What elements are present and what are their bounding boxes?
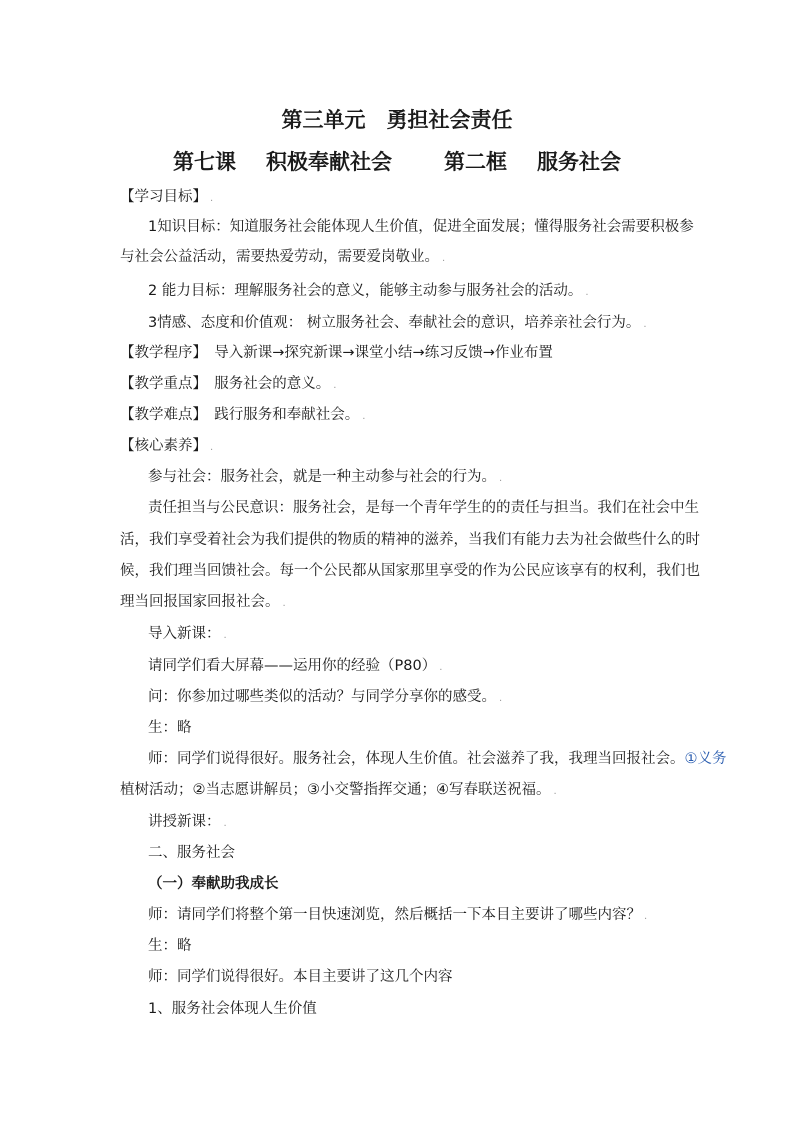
core-literacy-2-line-2: 活，我们享受着社会为我们提供的物质的精神的滋养，当我们有能力去为社会做些什么的时 xyxy=(120,532,700,548)
student-answer-2: 生：略 xyxy=(148,938,192,954)
teacher-remark-1-line-2: 植树活动；②当志愿讲解员；③小交警指挥交通；④写春联送祝福。 . xyxy=(120,782,557,798)
core-literacy-2-line-1: 责任担当与公民意识：服务社会，是每一个青年学生的的责任与担当。我们在社会中生 xyxy=(148,500,699,516)
teacher-remark-3: 师：同学们说得很好。本目主要讲了这几个内容 xyxy=(148,969,453,985)
lesson-name: 积极奉献社会 xyxy=(266,149,392,174)
teaching-difficulty: 【教学难点】 践行服务和奉献社会。 . xyxy=(120,407,366,423)
core-literacy-2-line-3: 候，我们理当回馈社会。每一个公民都从国家那里享受的作为公民应该享有的权利，我们也 xyxy=(120,563,700,579)
intro-heading: 导入新课： . xyxy=(148,626,227,642)
goal-1-line-1: 1知识目标：知道服务社会能体现人生价值，促进全面发展；懂得服务社会需要积极参 xyxy=(148,219,694,235)
new-lesson-heading: 讲授新课： . xyxy=(148,814,227,830)
lesson-title xyxy=(0,146,794,176)
lesson-number: 第七课 xyxy=(173,149,236,174)
goal-3: 3情感、态度和价值观： 树立服务社会、奉献社会的意识，培养亲社会行为。 . xyxy=(148,315,647,331)
core-literacy-heading: 【核心素养】 . xyxy=(120,438,214,454)
goal-1-line-2: 与社会公益活动，需要热爱劳动，需要爱岗敬业。 . xyxy=(120,249,446,265)
teaching-procedure: 【教学程序】 导入新课→探究新课→课堂小结→练习反馈→作业布置 xyxy=(120,345,553,361)
teaching-key-point: 【教学重点】 服务社会的意义。 . xyxy=(120,376,337,392)
unit-title: 第三单元 勇担社会责任 xyxy=(281,107,513,132)
section-name: 服务社会 xyxy=(537,149,621,174)
teacher-prompt-2: 师：请同学们将整个第一目快速浏览，然后概括一下本目主要讲了哪些内容？ . xyxy=(148,907,648,923)
activity-1-link-text: ①义务 xyxy=(684,751,727,767)
core-literacy-1: 参与社会：服务社会，就是一种主动参与社会的行为。 . xyxy=(148,469,503,485)
section-2-heading: 二、服务社会 xyxy=(148,845,235,861)
point-1: 1、服务社会体现人生价值 xyxy=(148,1001,317,1017)
teacher-remark-1-line-1: 师：同学们说得很好。服务社会，体现人生价值。社会滋养了我，我理当回报社会。①义务 xyxy=(148,751,727,767)
goal-heading: 【学习目标】 . xyxy=(120,189,214,205)
question-1: 问：你参加过哪些类似的活动？与同学分享你的感受。 . xyxy=(148,689,503,705)
intro-instruction: 请同学们看大屏幕——运用你的经验（P80） . xyxy=(148,658,443,674)
subsection-1-heading: （一）奉献助我成长 xyxy=(148,876,279,892)
section-number: 第二框 xyxy=(444,149,507,174)
core-literacy-2-line-4: 理当回报国家回报社会。 . xyxy=(120,594,286,610)
goal-2: 2 能力目标：理解服务社会的意义，能够主动参与服务社会的活动。 . xyxy=(148,283,589,299)
student-answer-1: 生：略 xyxy=(148,720,192,736)
